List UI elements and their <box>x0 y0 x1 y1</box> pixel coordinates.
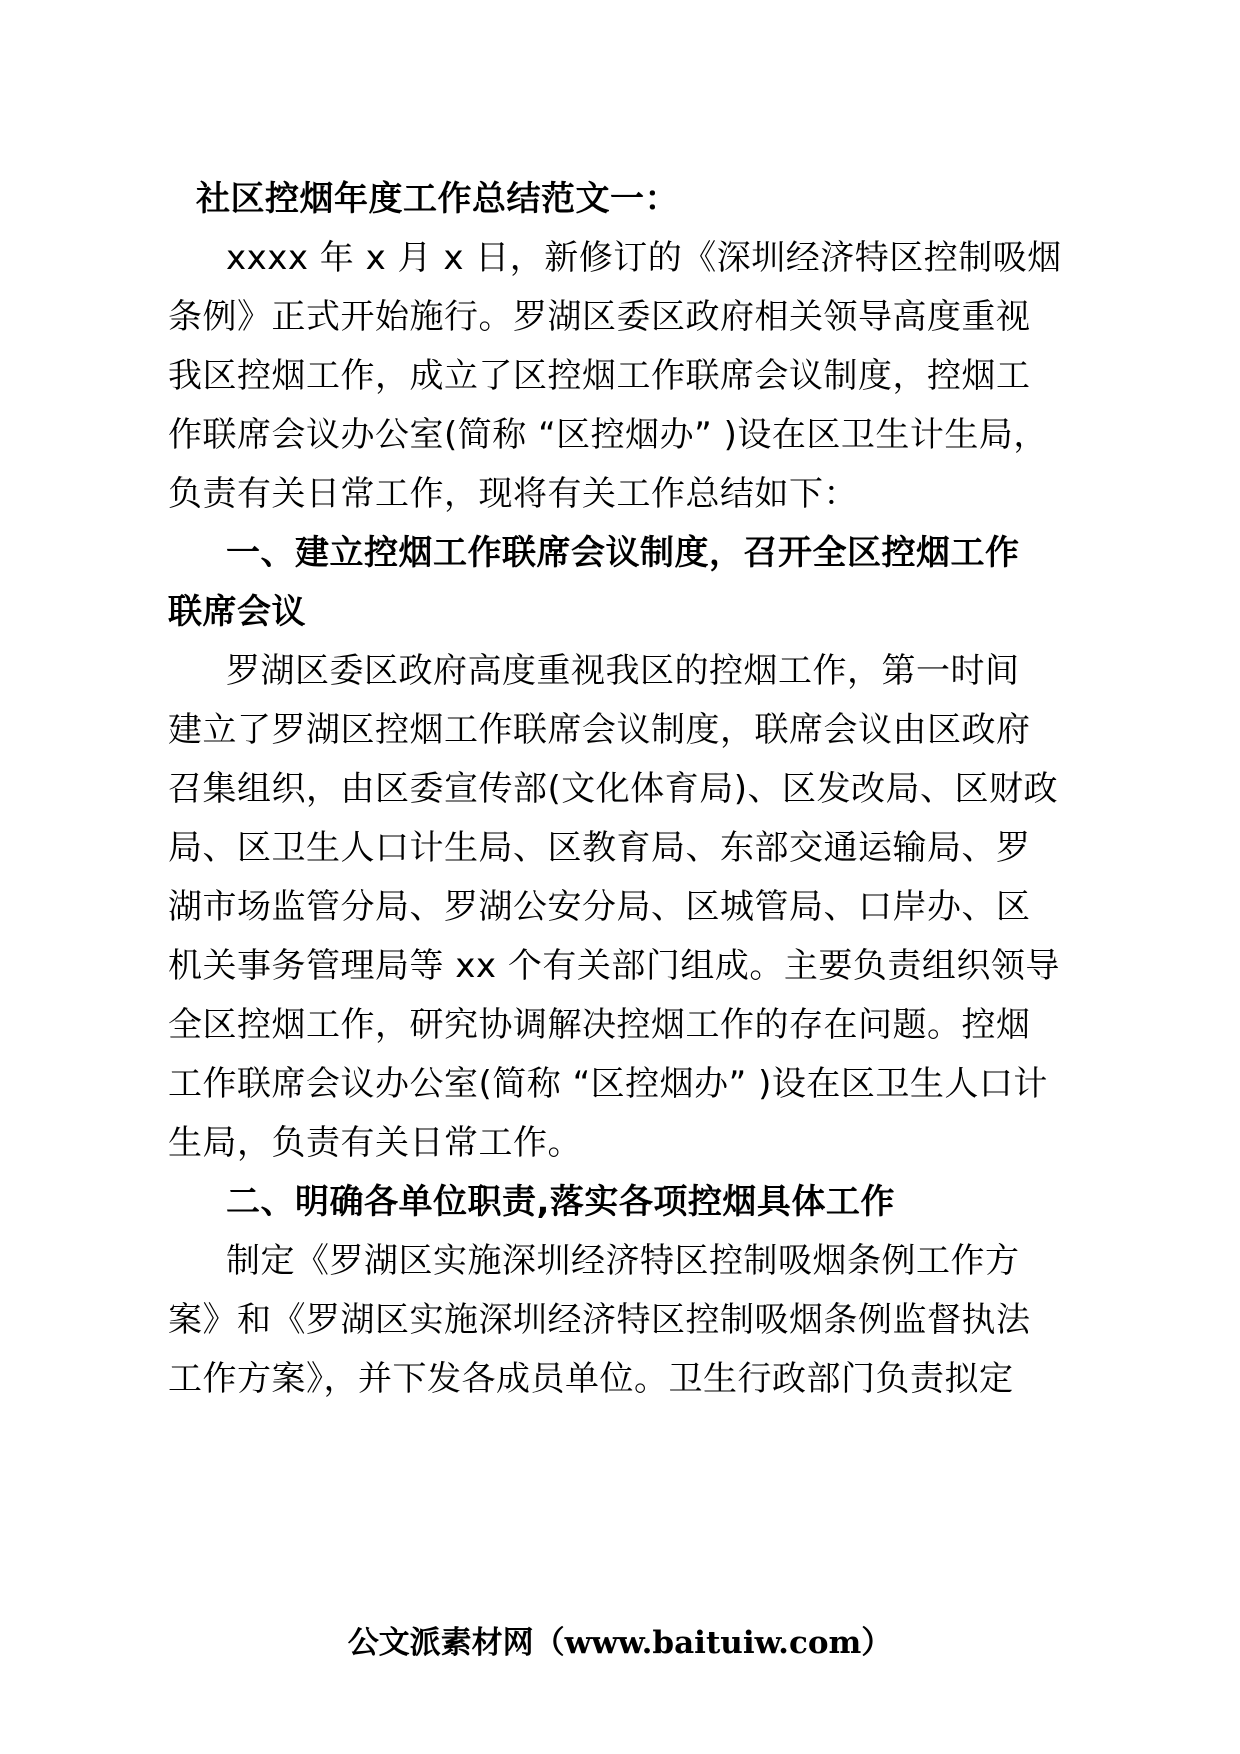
paragraph-line: 机关事务管理局等 xx 个有关部门组成。主要负责组织领导 <box>168 946 1060 986</box>
paragraph-line: xxxx 年 x 月 x 日，新修订的《深圳经济特区控制吸烟 <box>226 238 1062 278</box>
footer-watermark: 公文派素材网（www.baituiw.com） <box>347 1625 893 1661</box>
paragraph-line: 我区控烟工作，成立了区控烟工作联席会议制度，控烟工 <box>168 356 1031 396</box>
paragraph-line: 湖市场监管分局、罗湖公安分局、区城管局、口岸办、区 <box>168 887 1031 927</box>
section-heading: 一、建立控烟工作联席会议制度，召开全区控烟工作 <box>226 533 1020 573</box>
paragraph-line: 条例》正式开始施行。罗湖区委区政府相关领导高度重视 <box>168 297 1031 337</box>
paragraph-line: 全区控烟工作，研究协调解决控烟工作的存在问题。控烟 <box>168 1005 1031 1045</box>
paragraph-line: 作联席会议办公室(简称 “区控烟办” )设在区卫生计生局， <box>168 415 1048 455</box>
paragraph-line: 工作方案》，并下发各成员单位。卫生行政部门负责拟定 <box>168 1359 1014 1399</box>
paragraph-line: 工作联席会议办公室(简称 “区控烟办” )设在区卫生人口计 <box>168 1064 1048 1104</box>
paragraph-line: 负责有关日常工作，现将有关工作总结如下： <box>168 474 858 514</box>
paragraph-line: 建立了罗湖区控烟工作联席会议制度，联席会议由区政府 <box>168 710 1031 750</box>
paragraph-line: 案》和《罗湖区实施深圳经济特区控制吸烟条例监督执法 <box>168 1300 1031 1340</box>
paragraph-line: 生局，负责有关日常工作。 <box>168 1123 582 1163</box>
paragraph-line: 制定《罗湖区实施深圳经济特区控制吸烟条例工作方 <box>226 1241 1020 1281</box>
paragraph-line: 局、区卫生人口计生局、区教育局、东部交通运输局、罗 <box>168 828 1031 868</box>
section-heading: 联席会议 <box>168 592 306 632</box>
doc-title: 社区控烟年度工作总结范文一： <box>196 179 679 219</box>
paragraph-line: 罗湖区委区政府高度重视我区的控烟工作，第一时间 <box>226 651 1020 691</box>
paragraph-line: 召集组织，由区委宣传部(文化体育局)、区发改局、区财政 <box>168 769 1059 809</box>
section-heading: 二、明确各单位职责,落实各项控烟具体工作 <box>226 1182 895 1222</box>
